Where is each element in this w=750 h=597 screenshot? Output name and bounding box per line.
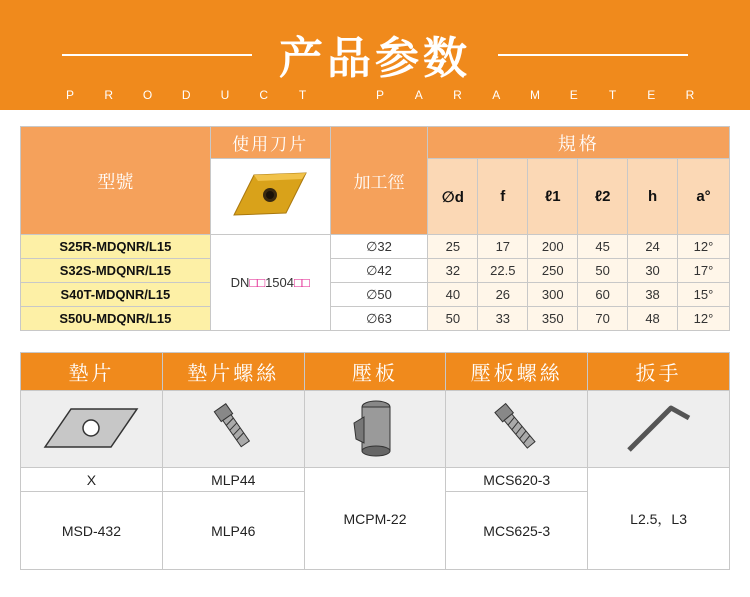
subtitle-letter: T <box>298 88 307 102</box>
insert-code-prefix: DN <box>230 275 250 290</box>
d-cell: 32 <box>428 259 478 283</box>
page-subtitle <box>60 88 700 102</box>
header-shim: 墊片 <box>21 353 163 391</box>
header-clamp: 壓板 <box>304 353 446 391</box>
l1-cell: 300 <box>528 283 578 307</box>
page-title: 产品参数 <box>279 33 471 84</box>
a-cell: 15° <box>678 283 730 307</box>
model-cell: S32S-MDQNR/L15 <box>21 259 211 283</box>
f-cell: 22.5 <box>478 259 528 283</box>
dim-header-h: h <box>628 159 678 235</box>
model-cell: S40T-MDQNR/L15 <box>21 283 211 307</box>
shim-code-2: MSD-432 <box>21 492 163 570</box>
insert-code-cell <box>210 235 330 331</box>
clamp-screw-icon <box>487 398 547 458</box>
subtitle-letter: U <box>220 88 230 102</box>
wrench-icon <box>619 398 699 458</box>
header-shim-screw: 墊片螺絲 <box>162 353 304 391</box>
insert-header: 使用刀片 <box>210 127 330 159</box>
dim-header-f: f <box>478 159 528 235</box>
spec-header: 規格 <box>428 127 730 159</box>
l2-cell: 50 <box>578 259 628 283</box>
model-header: 型號 <box>21 127 211 235</box>
bore-cell: ∅42 <box>330 259 428 283</box>
model-cell: S50U-MDQNR/L15 <box>21 307 211 331</box>
clamp-screw-code-1: MCS620-3 <box>446 468 588 492</box>
insert-code-box-2: □□ <box>294 275 310 290</box>
subtitle-letter <box>331 88 351 102</box>
f-cell: 33 <box>478 307 528 331</box>
clamp-code: MCPM-22 <box>304 468 446 570</box>
bore-cell: ∅32 <box>330 235 428 259</box>
h-cell: 24 <box>628 235 678 259</box>
subtitle-letter: R <box>104 88 114 102</box>
insert-code-box-1: □□ <box>249 275 266 290</box>
d-cell: 25 <box>428 235 478 259</box>
table-row <box>21 235 730 259</box>
shim-screw-code-2: MLP46 <box>162 492 304 570</box>
l2-cell: 70 <box>578 307 628 331</box>
subtitle-letter: D <box>181 88 191 102</box>
shim-code-1: X <box>21 468 163 492</box>
l1-cell: 200 <box>528 235 578 259</box>
dim-header-l1: ℓ1 <box>528 159 578 235</box>
clamp-screw-code-2: MCS625-3 <box>446 492 588 570</box>
bore-cell: ∅63 <box>330 307 428 331</box>
shim-image-cell <box>21 391 163 468</box>
subtitle-letter: T <box>608 88 617 102</box>
shim-icon <box>41 403 141 453</box>
subtitle-letter: P <box>375 88 384 102</box>
wrench-image-cell <box>588 391 730 468</box>
model-cell: S25R-MDQNR/L15 <box>21 235 211 259</box>
h-cell: 38 <box>628 283 678 307</box>
bore-cell: ∅50 <box>330 283 428 307</box>
a-cell: 12° <box>678 235 730 259</box>
h-cell: 30 <box>628 259 678 283</box>
subtitle-letter: C <box>259 88 269 102</box>
clamp-image-cell <box>304 391 446 468</box>
parts-table <box>20 352 730 570</box>
subtitle-letter: P <box>65 88 74 102</box>
header-wrench: 扳手 <box>588 353 730 391</box>
clamp-icon <box>350 397 400 459</box>
table-row <box>21 307 730 331</box>
a-cell: 17° <box>678 259 730 283</box>
bore-header: 加工徑 <box>330 127 428 235</box>
d-cell: 40 <box>428 283 478 307</box>
header-clamp-screw: 壓板螺絲 <box>446 353 588 391</box>
insert-code-mid: 1504 <box>265 275 294 290</box>
subtitle-letter: E <box>569 88 578 102</box>
f-cell: 26 <box>478 283 528 307</box>
l2-cell: 45 <box>578 235 628 259</box>
subtitle-letter: E <box>647 88 656 102</box>
table-row <box>21 259 730 283</box>
a-cell: 12° <box>678 307 730 331</box>
subtitle-letter: R <box>453 88 462 102</box>
d-cell: 50 <box>428 307 478 331</box>
header-banner <box>0 0 750 110</box>
f-cell: 17 <box>478 235 528 259</box>
subtitle-letter: O <box>142 88 153 102</box>
subtitle-letter: R <box>685 88 695 102</box>
dim-header-l2: ℓ2 <box>578 159 628 235</box>
subtitle-letter: A <box>492 88 501 102</box>
insert-diamond-icon <box>230 171 310 217</box>
subtitle-letter: A <box>414 88 423 102</box>
l2-cell: 60 <box>578 283 628 307</box>
shim-screw-code-1: MLP44 <box>162 468 304 492</box>
l1-cell: 250 <box>528 259 578 283</box>
wrench-code: L2.5，L3 <box>588 468 730 570</box>
spec-table <box>20 126 730 331</box>
subtitle-letter: M <box>530 88 540 102</box>
h-cell: 48 <box>628 307 678 331</box>
l1-cell: 350 <box>528 307 578 331</box>
dim-header-d: ∅d <box>428 159 478 235</box>
table-row <box>21 283 730 307</box>
dim-header-a: a° <box>678 159 730 235</box>
insert-image-cell <box>210 159 330 235</box>
shim-screw-image-cell <box>162 391 304 468</box>
shim-screw-icon <box>203 398 263 458</box>
clamp-screw-image-cell <box>446 391 588 468</box>
